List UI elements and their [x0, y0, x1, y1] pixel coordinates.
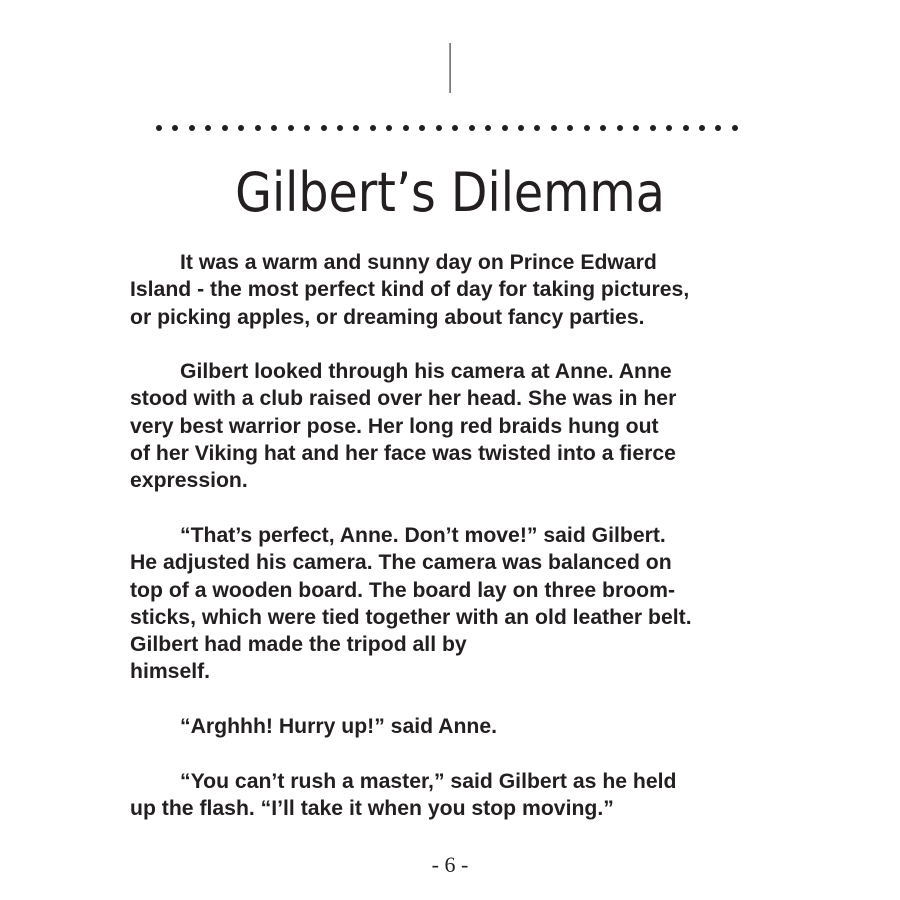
text-line: Gilbert had made the tripod all by — [130, 633, 467, 657]
text-line: It was a warm and sunny day on Prince Edward — [180, 251, 657, 274]
divider-dot — [189, 125, 195, 131]
text-line: “That’s perfect, Anne. Don’t move!” said Gilbert. — [180, 523, 666, 547]
paragraph — [130, 768, 790, 823]
text-line: Gilbert looked through his camera at Anne. Anne — [180, 360, 672, 384]
text-line: sticks, which were tied together with an old leather belt. — [130, 605, 692, 629]
paragraph — [130, 713, 790, 740]
text-line: “You can’t rush a master,” said Gilbert as he held — [180, 769, 677, 793]
page-number: - 6 - — [431, 852, 469, 877]
text-line: expression. — [130, 469, 248, 493]
divider-dot — [386, 125, 392, 131]
divider-dot — [617, 125, 623, 131]
text-line: top of a wooden board. The board lay on three broom- — [130, 578, 675, 602]
divider-dot — [337, 125, 343, 131]
chapter-number: | — [446, 35, 454, 93]
dotted-divider — [156, 120, 738, 136]
divider-dot — [436, 125, 442, 131]
divider-dot — [584, 125, 590, 131]
divider-dot — [353, 125, 359, 131]
divider-dot — [666, 125, 672, 131]
divider-dot — [699, 125, 705, 131]
chapter-title: Gilbert’s Dilemma — [235, 161, 665, 224]
divider-dot — [321, 125, 327, 131]
divider-dot — [172, 125, 178, 131]
divider-dot — [288, 125, 294, 131]
divider-dot — [683, 125, 689, 131]
text-line: Island - the most perfect kind of day for taking pictures, — [130, 278, 690, 302]
divider-dot — [452, 125, 458, 131]
text-line: very best warrior pose. Her long red braids hung out — [130, 414, 659, 438]
divider-dot — [715, 125, 721, 131]
divider-dot — [222, 125, 228, 131]
divider-dot — [403, 125, 409, 131]
divider-dot — [419, 125, 425, 131]
divider-dot — [370, 125, 376, 131]
divider-dot — [732, 125, 738, 131]
divider-dot — [255, 125, 261, 131]
text-line: up the flash. “I’ll take it when you stop moving.” — [130, 796, 614, 820]
paragraph — [130, 522, 790, 686]
paragraph — [130, 249, 790, 331]
divider-dot — [485, 125, 491, 131]
text-line: “Arghhh! Hurry up!” said Anne. — [180, 715, 498, 739]
divider-dot — [534, 125, 540, 131]
text-line: of her Viking hat and her face was twisted into a fierce — [130, 442, 676, 466]
divider-dot — [551, 125, 557, 131]
text-line: or picking apples, or dreaming about fancy parties. — [130, 305, 645, 329]
divider-dot — [650, 125, 656, 131]
paragraph — [130, 358, 790, 494]
divider-dot — [156, 125, 162, 131]
text-line: stood with a club raised over her head. She was in her — [130, 387, 677, 411]
divider-dot — [567, 125, 573, 131]
divider-dot — [238, 125, 244, 131]
divider-dot — [633, 125, 639, 131]
text-line: himself. — [130, 660, 211, 684]
divider-dot — [469, 125, 475, 131]
divider-dot — [518, 125, 524, 131]
divider-dot — [502, 125, 508, 131]
divider-dot — [600, 125, 606, 131]
text-line: He adjusted his camera. The camera was balanced on — [130, 551, 672, 575]
divider-dot — [304, 125, 310, 131]
story-body — [130, 249, 790, 850]
divider-dot — [271, 125, 277, 131]
divider-dot — [205, 125, 211, 131]
